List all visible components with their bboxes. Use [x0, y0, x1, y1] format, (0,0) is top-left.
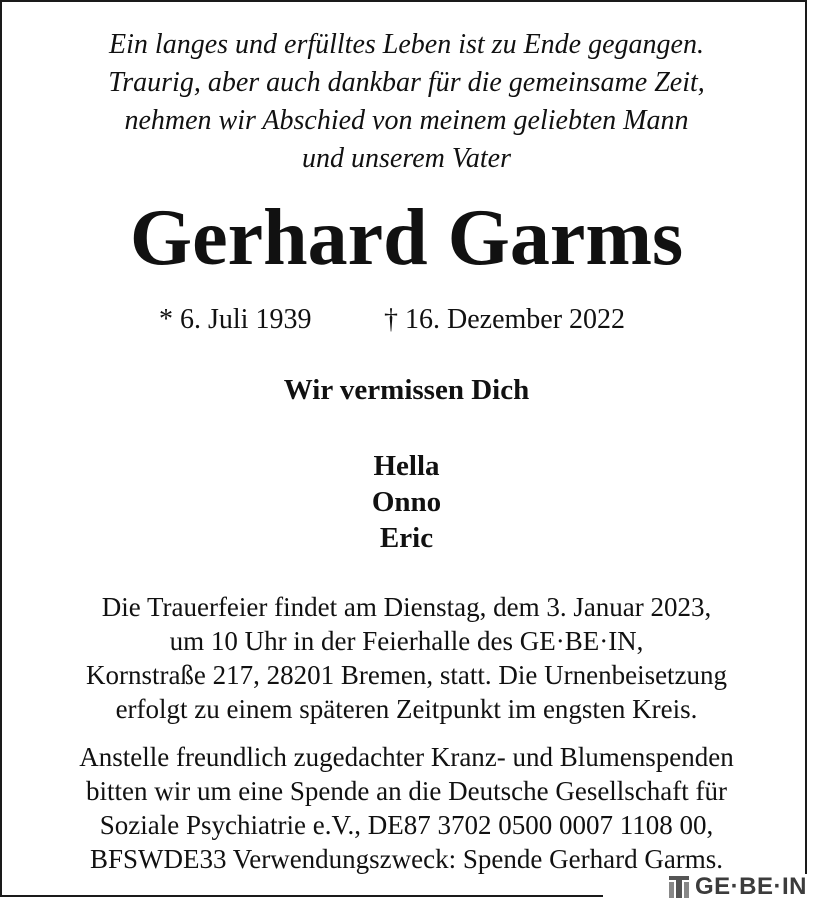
deceased-name: Gerhard Garms [129, 194, 684, 282]
signers-list [0, 448, 813, 556]
donation-line: BFSWDE33 Verwendungszweck: Spende Gerhard Garms. [89, 844, 724, 874]
intro-line: nehmen wir Abschied von meinem geliebten Mann [124, 105, 689, 136]
ceremony-line: erfolgt zu einem späteren Zeitpunkt im engsten Kreis. [115, 694, 698, 724]
gebein-logo-text: GE·BE·IN [695, 873, 807, 900]
birth-date: * 6. Juli 1939 [159, 304, 312, 335]
signer-name: Hella [373, 450, 440, 482]
donation-info [0, 740, 813, 876]
gebein-logo-icon [667, 876, 691, 898]
signer-name: Onno [371, 486, 442, 518]
ceremony-info [0, 590, 813, 726]
intro-text [0, 26, 813, 178]
donation-line: Anstelle freundlich zugedachter Kranz- und Blumenspenden [79, 742, 734, 772]
signer-name: Eric [379, 522, 434, 554]
donation-line: bitten wir um eine Spende an die Deutsche Gesellschaft für [85, 776, 728, 806]
death-date: † 16. Dezember 2022 [384, 304, 626, 335]
gebein-logo [603, 874, 813, 900]
ceremony-line: Kornstraße 217, 28201 Bremen, statt. Die Urnenbeisetzung [85, 660, 728, 690]
intro-line: Ein langes und erfülltes Leben ist zu Ende gegangen. [109, 29, 704, 60]
donation-line: Soziale Psychiatrie e.V., DE87 3702 0500 0007 1108 00, [99, 810, 714, 840]
ceremony-line: um 10 Uhr in der Feierhalle des GE·BE·IN, [169, 626, 644, 656]
ceremony-line: Die Trauerfeier findet am Dienstag, dem 3. Januar 2023, [101, 592, 712, 622]
intro-line: und unserem Vater [302, 143, 511, 174]
farewell-message: Wir vermissen Dich [283, 374, 530, 406]
intro-line: Traurig, aber auch dankbar für die gemeinsame Zeit, [108, 67, 705, 98]
